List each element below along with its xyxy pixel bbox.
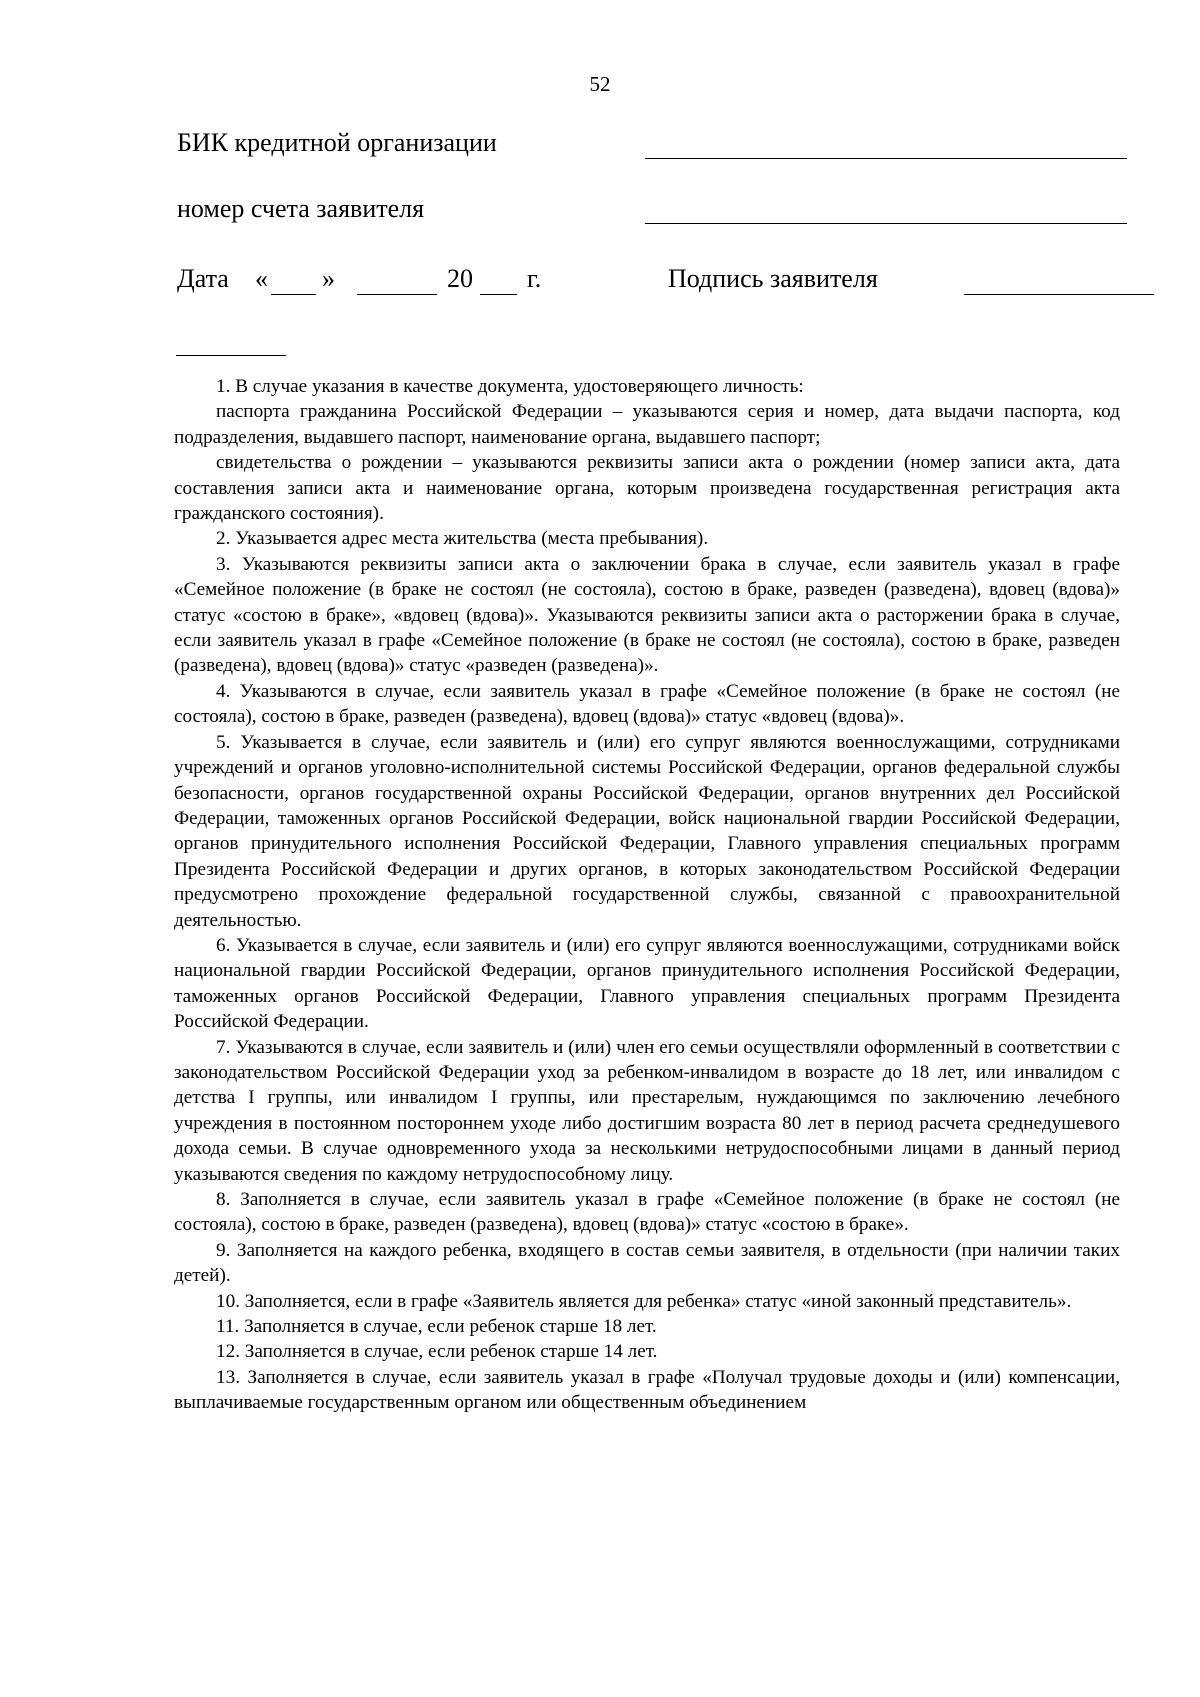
footnote-paragraph: 7. Указываются в случае, если заявитель и (или) член его семьи осуществляли оформленный в соответствии с законодательством Российской Федерации уход за ребенком-инвалидом в возрасте до 18 лет, или инвалидом с детства I группы, или инвалидом I группы, или престарелым, нуждающимся по заключению лечебного учреждения в постоянном постороннем уходе либо достигшим возраста 80 лет в период расчета среднедушевого дохода семьи. В случае одновременного ухода за несколькими нетрудоспособными лицами в данный период указываются сведения по каждому нетрудоспособному лицу. [174,1036,1120,1185]
date-open-quote: « [255,264,268,293]
signature-label: Подпись заявителя [668,264,878,293]
date-day-blank[interactable] [271,294,316,295]
date-month-blank[interactable] [357,294,437,295]
date-year-blank[interactable] [480,294,517,295]
footnote-paragraph: паспорта гражданина Российской Федерации – указываются серия и номер, дата выдачи паспорта, код подразделения, выдавшего паспорт, наименование органа, выдавшего паспорт; [174,401,1120,448]
bik-label: БИК кредитной организации [177,128,497,157]
footnote-paragraph: 2. Указывается адрес места жительства (места пребывания). [216,528,709,550]
footnotes [174,374,1120,1416]
footnote-paragraph: 9. Заполняется на каждого ребенка, входящего в состав семьи заявителя, в отдельности (при наличии таких детей). [174,1239,1120,1287]
date-close-quote: » [322,264,335,293]
footnote-paragraph: 8. Заполняется в случае, если заявитель указал в графе «Семейное положение (в браке не состоял (не состояла), состою в браке, разведен (разведена), вдовец (вдова)» статус «состою в браке». [174,1189,1120,1236]
footnote-paragraph: свидетельства о рождении – указываются реквизиты записи акта о рождении (номер записи акта, дата составления записи акта и наименование органа, которым произведена государственная регистрация акта гражданского состояния). [174,452,1120,525]
footnote-paragraph: 10. Заполняется, если в графе «Заявитель является для ребенка» статус «иной законный представитель». [216,1290,1072,1312]
footnote-paragraph: 3. Указываются реквизиты записи акта о заключении брака в случае, если заявитель указал в графе «Семейное положение (в браке не состоял (не состояла), состою в браке, разведен (разведена), вдовец (вдова)» статус «состою в браке», «вдовец (вдова)». Указываются реквизиты записи акта о расторжении брака в случае, если заявитель указал в графе «Семейное положение (в браке не состоял (не состояла), состою в браке, разведен (разведена), вдовец (вдова)» статус «разведен (разведена)». [174,553,1120,677]
footnote-separator [176,355,286,356]
date-year-prefix: 20 [447,264,473,293]
footnote-paragraph: 5. Указывается в случае, если заявитель и (или) его супруг являются военнослужащими, сотрудниками учреждений и органов уголовно-исполнительной системы Российской Федерации, органов федеральной службы безопасности, органов государственной охраны Российской Федерации, органов внутренних дел Российской Федерации, таможенных органов Российской Федерации, войск национальной гвардии Российской Федерации, органов принудительного исполнения Российской Федерации, Главного управления специальных программ Президента Российской Федерации и других органов, в которых законодательством Российской Федерации предусмотрено прохождение федеральной государственной службы, связанной с правоохранительной деятельностью. [174,731,1120,931]
footnote-paragraph: 1. В случае указания в качестве документа, удостоверяющего личность: [216,376,804,397]
bik-blank-line[interactable] [645,158,1127,159]
footnote-paragraph: 4. Указываются в случае, если заявитель указал в графе «Семейное положение (в браке не состоял (не состояла), состою в браке, разведен (разведена), вдовец (вдова)» статус «вдовец (вдова)». [174,680,1120,728]
footnote-paragraph: 12. Заполняется в случае, если ребенок старше 14 лет. [216,1341,658,1363]
account-blank-line[interactable] [645,223,1127,224]
date-label: Дата [177,264,229,293]
page-number: 52 [589,72,611,96]
footnote-paragraph: 13. Заполняется в случае, если заявитель указал в графе «Получал трудовые доходы и (или) компенсации, выплачиваемые государственным органом или общественным объединением [174,1366,1120,1414]
footnote-paragraph: 6. Указывается в случае, если заявитель и (или) его супруг являются военнослужащими, сотрудниками войск национальной гвардии Российской Федерации, органов принудительного исполнения Российской Федерации, таможенных органов Российской Федерации, Главного управления специальных программ Президента Российской Федерации. [174,934,1120,1033]
account-label: номер счета заявителя [177,194,425,223]
date-year-suffix: г. [527,264,542,293]
signature-blank-line[interactable] [964,294,1154,295]
footnote-paragraph: 11. Заполняется в случае, если ребенок старше 18 лет. [216,1316,657,1338]
